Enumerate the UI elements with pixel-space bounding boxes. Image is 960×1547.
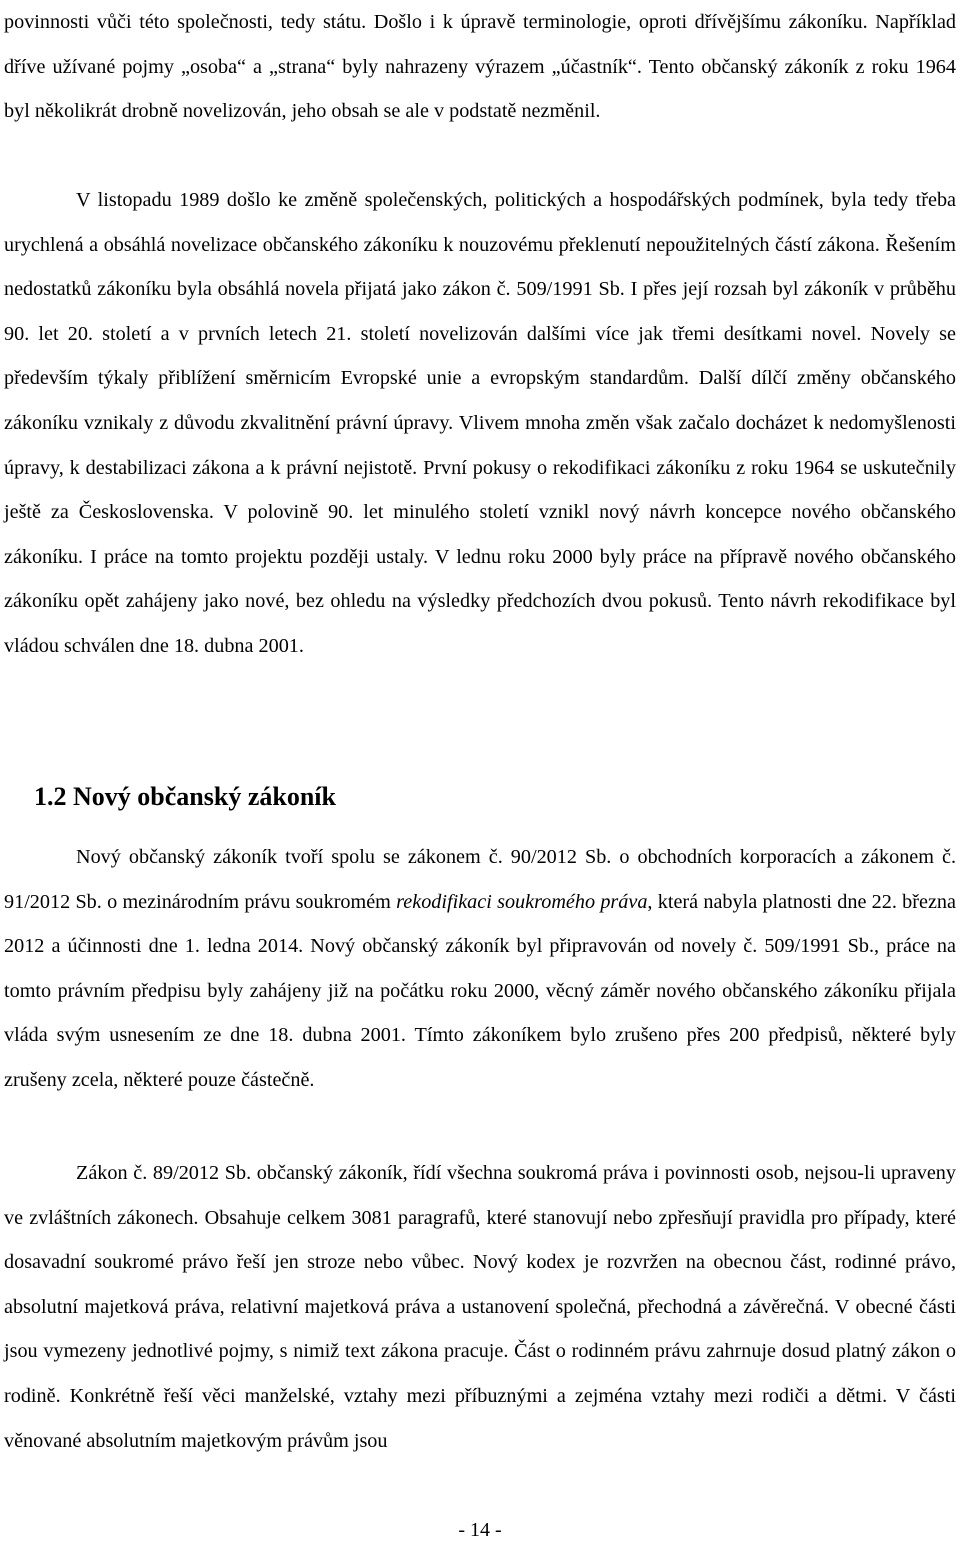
paragraph-text (4, 835, 956, 1103)
paragraph-1989 (4, 178, 956, 669)
paragraph-new-civil-code (4, 835, 956, 1103)
page-number: - 14 - (458, 1519, 502, 1541)
paragraph-law-89-2012 (4, 1151, 956, 1463)
paragraph-text-part: , která nabyla platnosti dne 22. března 2012 a účinnosti dne 1. ledna 2014. Nový občanský zákoník byl připravován od novely č. 509/1991 Sb., práce na tomto právním předpisu byly zahájeny již na počátku roku 2000, věcný záměr nového občanského zákoníku přijala vláda svým usnesením ze dne 18. dubna 2001. Tímto zákoníkem bylo zrušeno přes 200 předpisů, některé byly zrušeny zcela, některé pouze částečně. (4, 890, 956, 1091)
paragraph-text: V listopadu 1989 došlo ke změně společenských, politických a hospodářských podmínek, byla tedy třeba urychlená a obsáhlá novelizace občanského zákoníku k nouzovému překlenutí nepoužitelných částí zákona. Řešením nedostatků zákoníku byla obsáhlá novela přijatá jako zákon č. 509/1991 Sb. I přes její rozsah byl zákoník v průběhu 90. let 20. století a v prvních letech 21. století novelizován dalšími více jak třemi desítkami novel. Novely se především týkaly přiblížení směrnicím Evropské unie a evropským standardům. Další dílčí změny občanského zákoníku vznikaly z důvodu zkvalitnění právní úpravy. Vlivem mnoha změn však začalo docházet k nedomyšlenosti úpravy, k destabilizaci zákona a k právní nejistotě. První pokusy o rekodifikaci zákoníku z roku 1964 se uskutečnily ještě za Československa. V polovině 90. let minulého století vznikl nový návrh koncepce nového občanského zákoníku. I práce na tomto projektu později ustaly. V lednu roku 2000 byly práce na přípravě nového občanského zákoníku opět zahájeny jako nové, bez ohledu na výsledky předchozích dvou pokusů. Tento návrh rekodifikace byl vládou schválen dne 18. dubna 2001. (4, 189, 956, 657)
paragraph-continued (4, 0, 956, 134)
paragraph-text-part: Nový občanský zákoník tvoří spolu se zákonem č. 90/2012 Sb. o obchodních korporacích a zákonem č. 91/2012 Sb. o mezinárodním právu soukromém (4, 846, 956, 913)
section-heading: 1.2 Nový občanský zákoník (34, 782, 336, 811)
paragraph-text: povinnosti vůči této společnosti, tedy státu. Došlo i k úpravě terminologie, oproti dřívějšímu zákoníku. Například dříve užívané pojmy „osoba“ a „strana“ byly nahrazeny výrazem „účastník“. Tento občanský zákoník z roku 1964 byl několikrát drobně novelizován, jeho obsah se ale v podstatě nezměnil. (4, 11, 956, 123)
paragraph-text-italic: rekodifikaci soukromého práva (396, 890, 648, 913)
paragraph-text: Zákon č. 89/2012 Sb. občanský zákoník, řídí všechna soukromá práva i povinnosti osob, nejsou-li upraveny ve zvláštních zákonech. Obsahuje celkem 3081 paragrafů, které stanovují nebo zpřesňují pravidla pro případy, které dosavadní soukromé právo řeší jen stroze nebo vůbec. Nový kodex je rozvržen na obecnou část, rodinné právo, absolutní majetková práva, relativní majetková práva a ustanovení společná, přechodná a závěrečná. V obecné části jsou vymezeny jednotlivé pojmy, s nimiž text zákona pracuje. Část o rodinném právu zahrnuje dosud platný zákon o rodině. Konkrétně řeší věci manželské, vztahy mezi příbuznými a zejména vztahy mezi rodiči a dětmi. V části věnované absolutním majetkovým právům jsou (4, 1162, 956, 1452)
